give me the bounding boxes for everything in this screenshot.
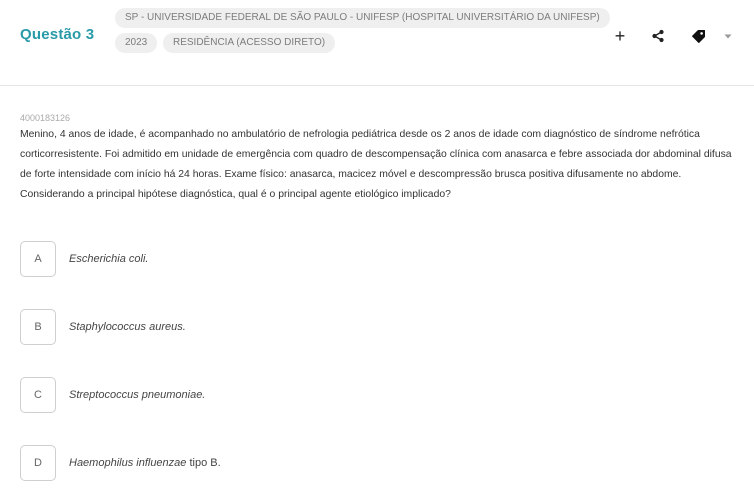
option-letter[interactable]: B bbox=[20, 309, 56, 345]
year-tag[interactable]: 2023 bbox=[115, 33, 157, 53]
option-c[interactable] bbox=[20, 377, 620, 413]
option-text: Escherichia coli. bbox=[69, 253, 149, 265]
question-title: Questão 3 bbox=[20, 26, 95, 43]
share-icon[interactable] bbox=[647, 25, 669, 47]
option-letter[interactable]: C bbox=[20, 377, 56, 413]
option-text: Haemophilus influenzae tipo B. bbox=[69, 457, 221, 469]
option-b[interactable] bbox=[20, 309, 620, 345]
plus-icon[interactable]: + bbox=[614, 26, 626, 46]
option-text: Streptococcus pneumoniae. bbox=[69, 389, 206, 401]
option-text: Staphylococcus aureus. bbox=[69, 321, 186, 333]
question-stem: Menino, 4 anos de idade, é acompanhado no ambulatório de nefrologia pediátrica desde os 2 anos de idade com diagnóstico de síndrome nefrótica corticorresistente. Foi admitido em unidade de emergência com quadro de descompensação clínica com anasarca e febre associada dor abdominal difusa de forte intensidade com início há 24 horas. Exame físico: anasarca, macicez móvel e descompressão brusca positiva difusamente no abdome. Considerando a principal hipótese diagnóstica, qual é o principal agente etiológico implicado? bbox=[20, 129, 732, 200]
chevron-down-icon[interactable] bbox=[717, 25, 739, 47]
option-a[interactable] bbox=[20, 241, 620, 277]
option-d[interactable] bbox=[20, 445, 620, 481]
question-id: 4000183126 bbox=[20, 113, 71, 123]
exam-type-tag[interactable]: RESIDÊNCIA (ACESSO DIRETO) bbox=[163, 33, 335, 53]
option-letter[interactable]: D bbox=[20, 445, 56, 481]
question-header bbox=[0, 0, 754, 86]
tag-icon[interactable] bbox=[687, 25, 709, 47]
institution-tag[interactable]: SP - UNIVERSIDADE FEDERAL DE SÃO PAULO - UNIFESP (HOSPITAL UNIVERSITÁRIO DA UNIFESP) bbox=[115, 8, 610, 28]
option-letter[interactable]: A bbox=[20, 241, 56, 277]
